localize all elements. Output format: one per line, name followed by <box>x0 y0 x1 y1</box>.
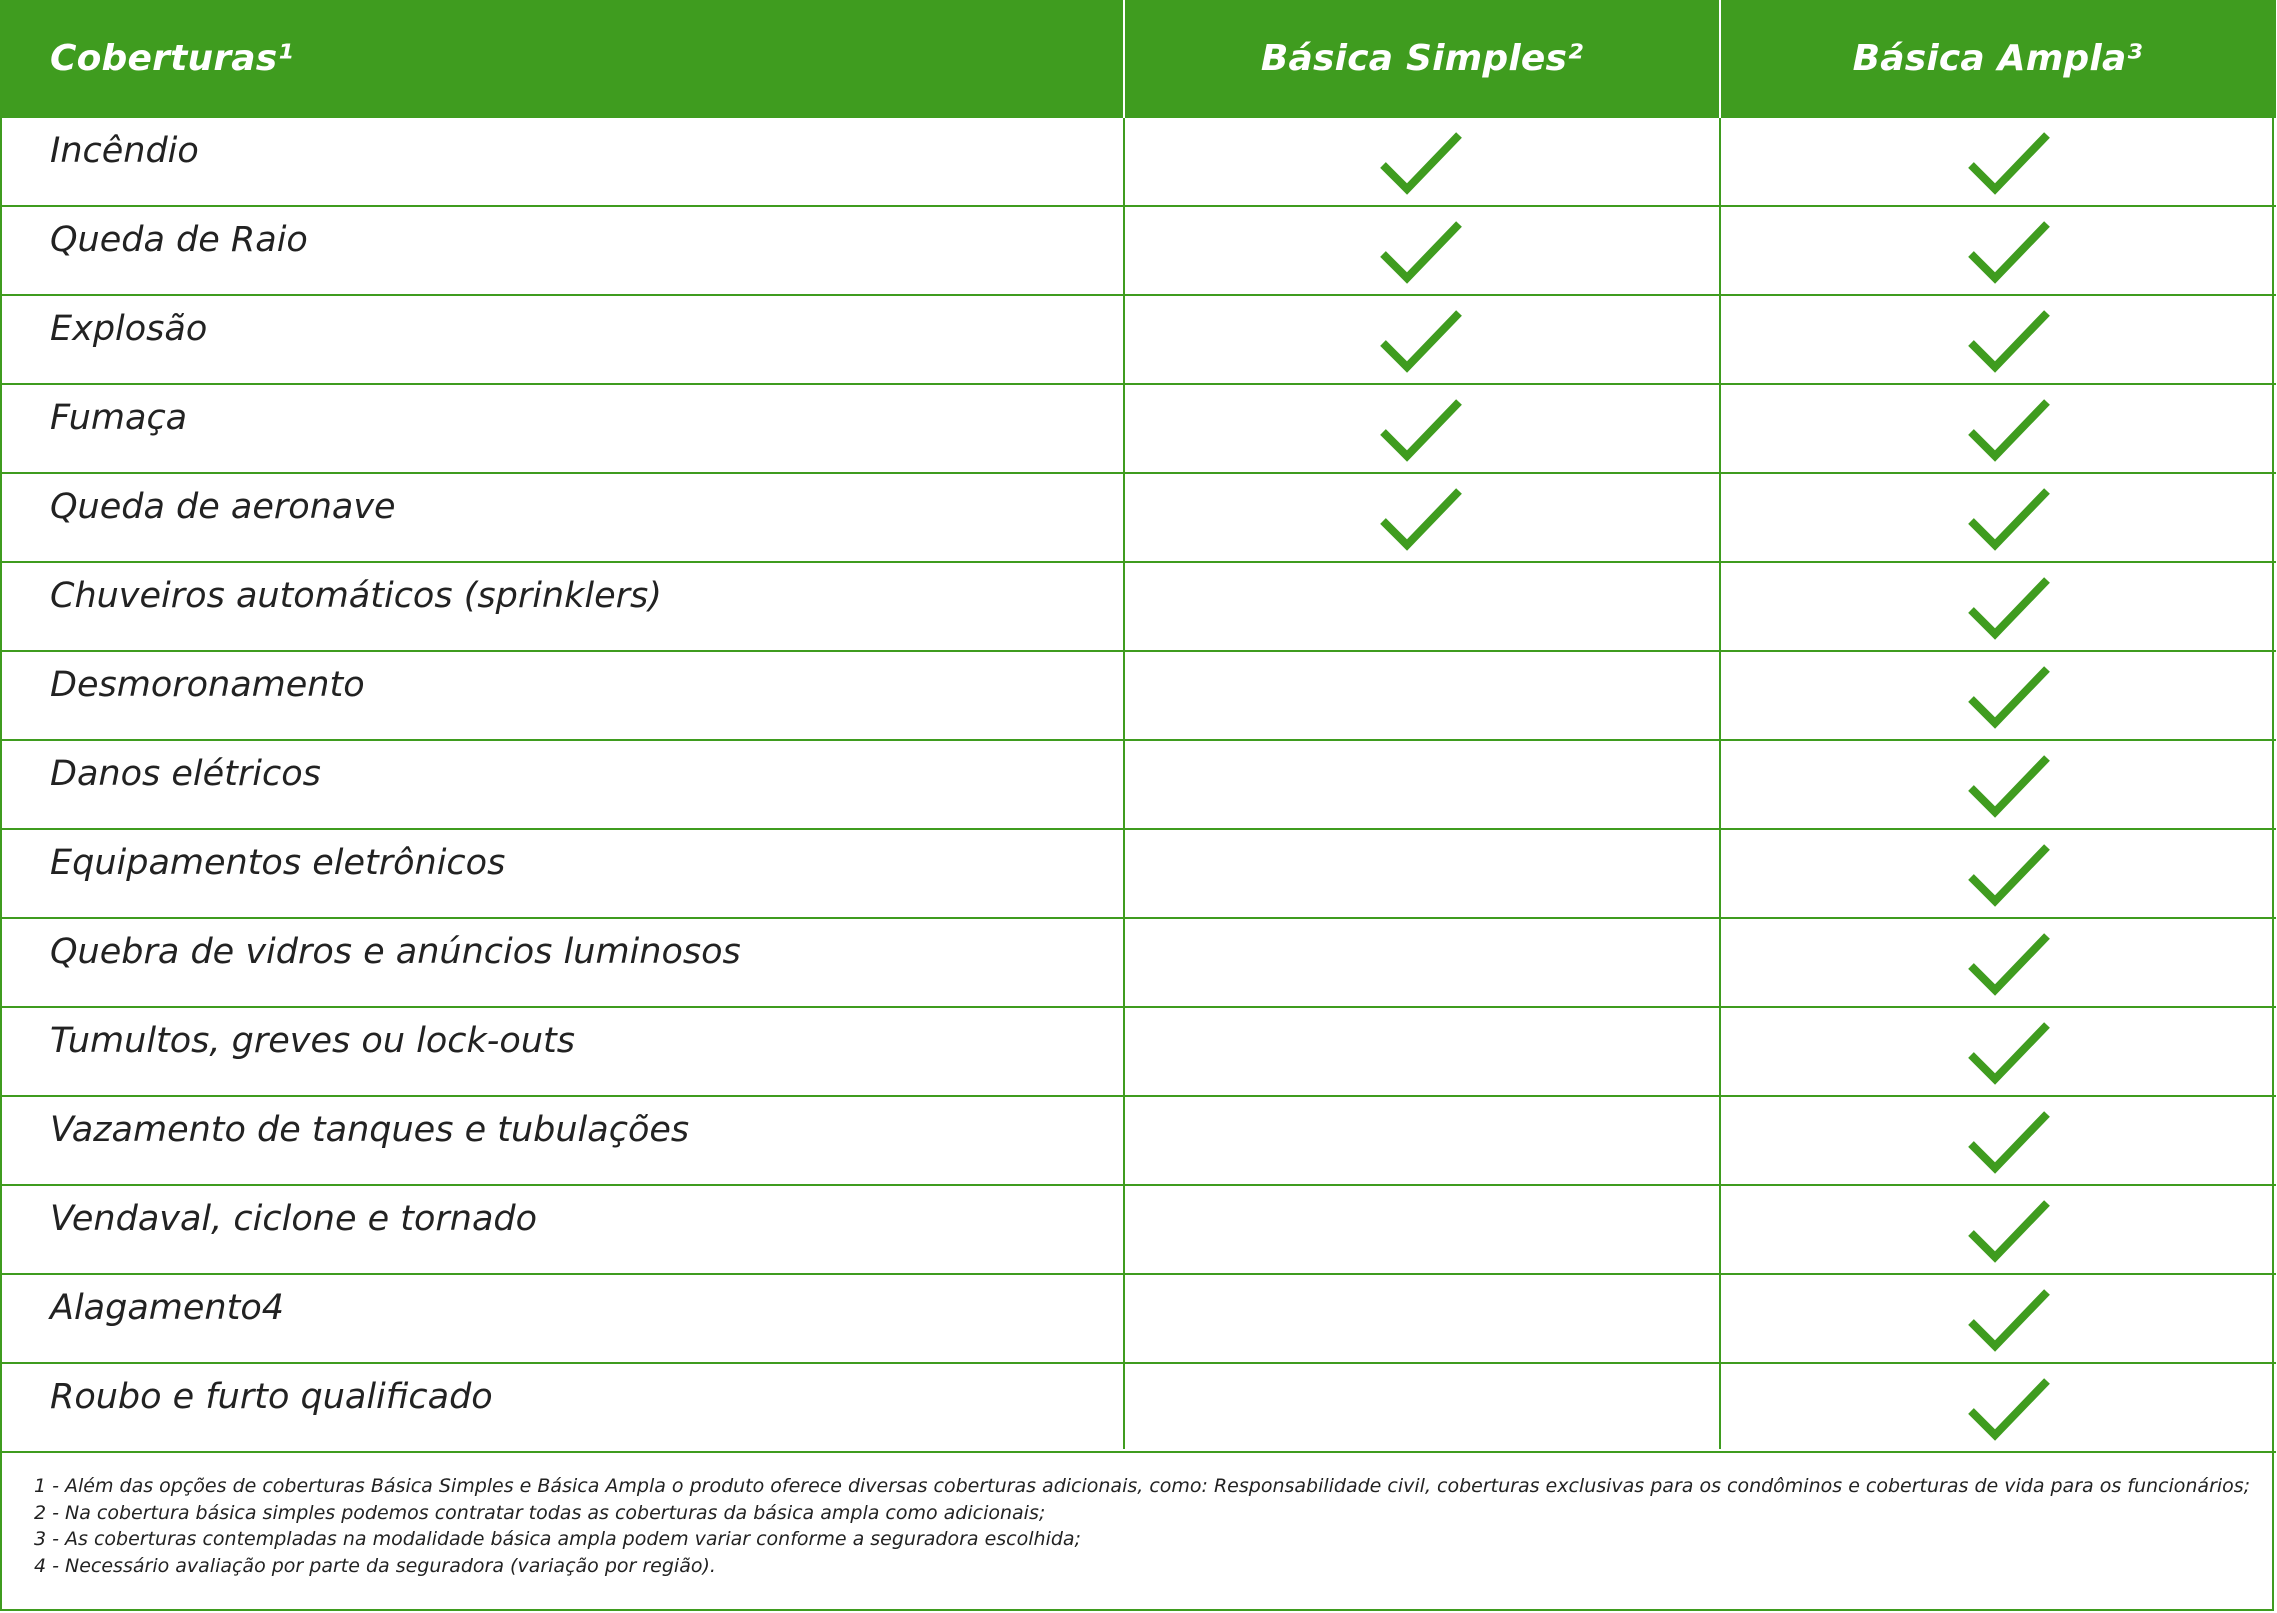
checkmark-icon <box>1967 487 2051 551</box>
table-row <box>2 207 2276 296</box>
coverage-label: Vazamento de tanques e tubulações <box>50 1110 690 1150</box>
checkmark-icon <box>1379 487 1463 551</box>
coverage-label: Queda de aeronave <box>50 487 396 527</box>
checkmark-icon <box>1967 1288 2051 1352</box>
checkmark-icon <box>1379 220 1463 284</box>
coverage-label: Chuveiros automáticos (sprinklers) <box>50 576 662 616</box>
coverage-label: Vendaval, ciclone e tornado <box>50 1199 538 1239</box>
table-header <box>2 0 2276 118</box>
header-coberturas: Coberturas¹ <box>50 38 294 79</box>
checkmark-icon <box>1379 398 1463 462</box>
checkmark-icon <box>1967 220 2051 284</box>
checkmark-icon <box>1967 1110 2051 1174</box>
footnote-4: 4 - Necessário avaliação por parte da seguradora (variação por região). <box>34 1554 716 1577</box>
checkmark-icon <box>1967 398 2051 462</box>
coverage-label: Equipamentos eletrônicos <box>50 843 506 883</box>
table-row <box>2 1275 2276 1364</box>
table-row <box>2 118 2276 207</box>
table-row <box>2 741 2276 830</box>
checkmark-icon <box>1967 309 2051 373</box>
footnote-2: 2 - Na cobertura básica simples podemos contratar todas as coberturas da básica ampla como adicionais; <box>34 1501 1046 1524</box>
coverage-label: Danos elétricos <box>50 754 321 794</box>
checkmark-icon <box>1967 1199 2051 1263</box>
coverage-label: Fumaça <box>50 398 188 438</box>
table-row <box>2 919 2276 1008</box>
coverage-label: Alagamento4 <box>50 1288 284 1328</box>
coverage-label: Quebra de vidros e anúncios luminosos <box>50 932 741 972</box>
table-row <box>2 1364 2276 1453</box>
coverage-label: Explosão <box>50 309 208 349</box>
checkmark-icon <box>1379 309 1463 373</box>
header-basica-simples: Básica Simples² <box>1260 38 1584 79</box>
coverage-label: Roubo e furto qualificado <box>50 1377 493 1417</box>
checkmark-icon <box>1379 131 1463 195</box>
table-row <box>2 1008 2276 1097</box>
table-row <box>2 563 2276 652</box>
coverage-label: Queda de Raio <box>50 220 308 260</box>
table-row <box>2 296 2276 385</box>
checkmark-icon <box>1967 576 2051 640</box>
table-row <box>2 830 2276 919</box>
footnote-1: 1 - Além das opções de coberturas Básica Simples e Básica Ampla o produto oferece diversas coberturas adicionais, como: Responsabilidade civil, coberturas exclusivas para os condôminos e coberturas de vida para os funcionários; <box>34 1475 2251 1497</box>
checkmark-icon <box>1967 665 2051 729</box>
checkmark-icon <box>1967 843 2051 907</box>
coverage-label: Incêndio <box>50 131 199 171</box>
checkmark-icon <box>1967 131 2051 195</box>
checkmark-icon <box>1967 1021 2051 1085</box>
checkmark-icon <box>1967 932 2051 996</box>
table-row <box>2 652 2276 741</box>
footnotes <box>34 1473 2254 1579</box>
table-row <box>2 385 2276 474</box>
coverage-label: Desmoronamento <box>50 665 365 705</box>
checkmark-icon <box>1967 754 2051 818</box>
table-row <box>2 1097 2276 1186</box>
header-basica-ampla: Básica Ampla³ <box>1852 38 2143 79</box>
coverage-label: Tumultos, greves ou lock-outs <box>50 1021 575 1061</box>
table-row <box>2 474 2276 563</box>
table-row <box>2 1186 2276 1275</box>
footnote-3: 3 - As coberturas contempladas na modalidade básica ampla podem variar conforme a seguradora escolhida; <box>34 1528 1081 1550</box>
checkmark-icon <box>1967 1377 2051 1441</box>
